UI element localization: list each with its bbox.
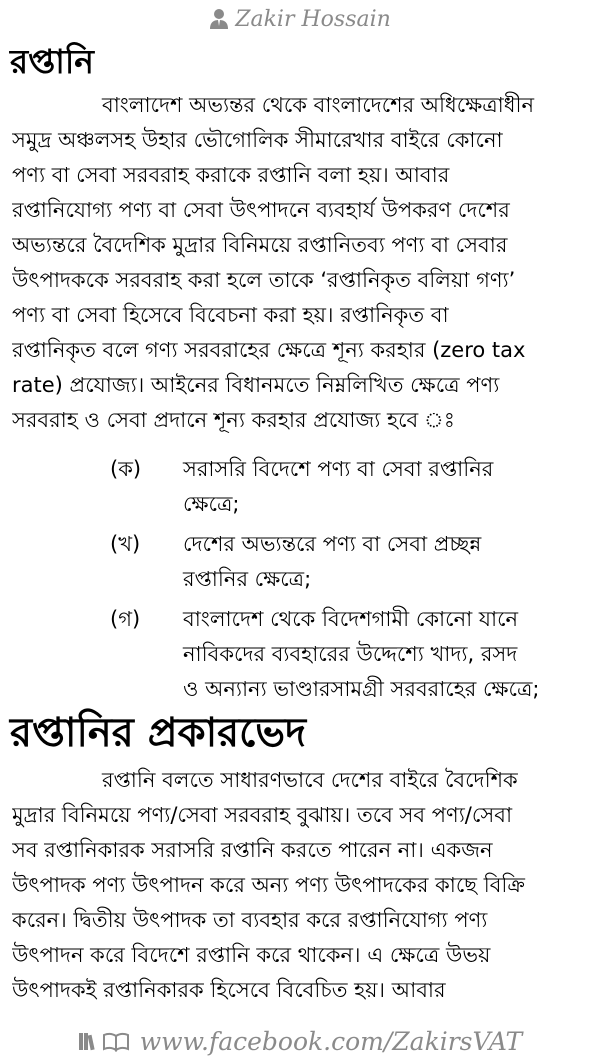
list-item (0, 602, 600, 707)
paragraph-line: করেন। দ্বিতীয় উৎপাদক তা ব্যবহার করে রপ্তানিযোগ্য পণ্য (12, 908, 488, 932)
paragraph-line: উৎপাদক পণ্য উৎপাদন করে অন্য পণ্য উৎপাদকের কাছে বিক্রি (12, 873, 525, 897)
list-item-line: সরাসরি বিদেশে পণ্য বা সেবা রপ্তানির (183, 457, 494, 481)
list-item-line: বাংলাদেশ থেকে বিদেশগামী কোনো যানে (183, 607, 519, 631)
paragraph-line: পণ্য বা সেবা সরবরাহ করাকে রপ্তানি বলা হয়। আবার (12, 163, 450, 187)
paragraph-line: উৎপাদকই রপ্তানিকারক হিসেবে বিবেচিত হয়। আবার (12, 978, 446, 1002)
list-item-line: রপ্তানির ক্ষেত্রে; (183, 567, 312, 591)
paragraph-line: পণ্য বা সেবা হিসেবে বিবেচনা করা হয়। রপ্তানিকৃত বা (12, 303, 449, 327)
paragraph-export-definition (12, 88, 590, 438)
footer (0, 1025, 600, 1057)
paragraph-line: সমুদ্র অঞ্চলসহ উহার ভৌগোলিক সীমারেখার বাইরে কোনো (12, 128, 503, 152)
paragraph-line: রপ্তানি বলতে সাধারণভাবে দেশের বাইরে বৈদেশিক (102, 768, 518, 792)
section-title-export-types: রপ্তানির প্রকারভেদ (10, 710, 307, 756)
paragraph-line: রপ্তানিযোগ্য পণ্য বা সেবা উৎপাদনে ব্যবহার্য উপকরণ দেশের (12, 198, 510, 222)
paragraph-line: উৎপাদককে সরবরাহ করা হলে তাকে ‘রপ্তানিকৃত বলিয়া গণ্য’ (12, 268, 516, 292)
paragraph-line: মুদ্রার বিনিময়ে পণ্য/সেবা সরবরাহ বুঝায়। তবে সব পণ্য/সেবা (12, 803, 513, 827)
user-icon (209, 8, 229, 30)
list-marker: (গ) (110, 607, 141, 631)
paragraph-line: উৎপাদন করে বিদেশে রপ্তানি করে থাকেন। এ ক্ষেত্রে উভয় (12, 943, 491, 967)
paragraph-line: বাংলাদেশ অভ্যন্তর থেকে বাংলাদেশের অধিক্ষেত্রাধীন (102, 93, 535, 117)
list-item-line: ও অন্যান্য ভাণ্ডারসামগ্রী সরবরাহের ক্ষেত্রে; (183, 677, 540, 701)
list-item-line: ক্ষেত্রে; (183, 492, 240, 516)
author-name: Zakir Hossain (235, 6, 391, 32)
list-marker: (ক) (110, 457, 142, 481)
zero-rate-list (0, 452, 600, 707)
list-marker: (খ) (110, 532, 141, 556)
list-item (0, 452, 600, 522)
paragraph-export-types (12, 763, 590, 1008)
paragraph-line: সব রপ্তানিকারক সরাসরি রপ্তানি করতে পারেন না। একজন (12, 838, 493, 862)
paragraph-line: অভ্যন্তরে বৈদেশিক মুদ্রার বিনিময়ে রপ্তানিতব্য পণ্য বা সেবার (12, 233, 508, 257)
paragraph-line: রপ্তানিকৃত বলে গণ্য সরবরাহের ক্ষেত্রে শূন্য করহার (zero tax (12, 338, 526, 362)
facebook-link[interactable]: www.facebook.com/ZakirsVAT (139, 1026, 523, 1056)
section-title-export: রপ্তানি (10, 42, 94, 81)
paragraph-line: সরবরাহ ও সেবা প্রদানে শূন্য করহার প্রযোজ্য হবে ঃ (12, 408, 455, 432)
header (0, 4, 600, 34)
library-books-icon (78, 1030, 130, 1052)
list-item-line: নাবিকদের ব্যবহারের উদ্দেশ্যে খাদ্য, রসদ (183, 642, 518, 666)
list-item (0, 527, 600, 597)
list-item-line: দেশের অভ্যন্তরে পণ্য বা সেবা প্রচ্ছন্ন (183, 532, 482, 556)
paragraph-line: rate) প্রযোজ্য। আইনের বিধানমতে নিম্নলিখিত ক্ষেত্রে পণ্য (12, 373, 500, 397)
